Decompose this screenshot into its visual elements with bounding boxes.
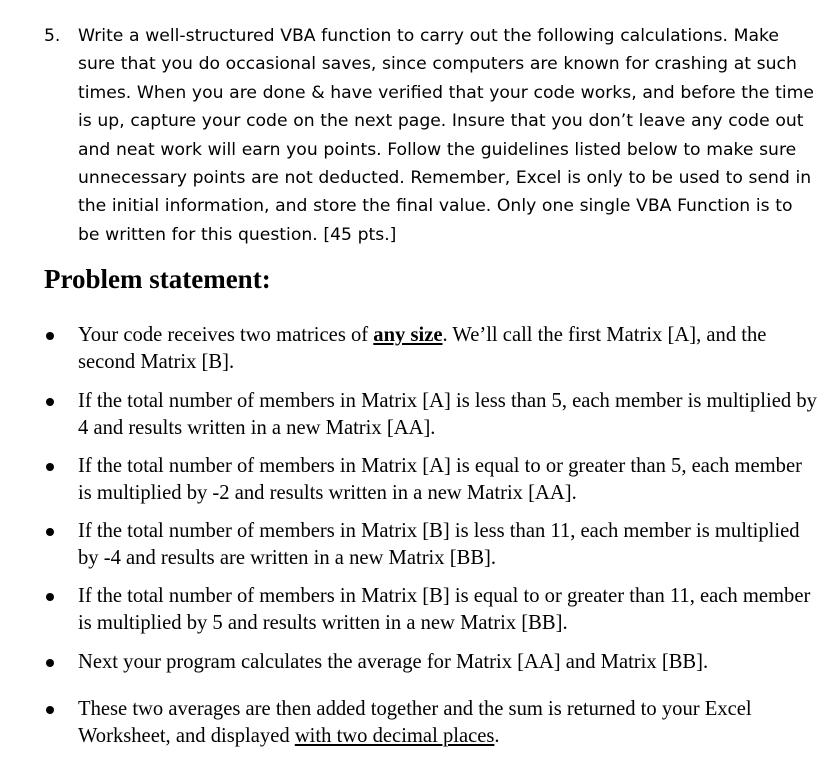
bullet-text-pre: Your code receives two matrices of <box>78 324 374 346</box>
bullet-text: If the total number of members in Matrix [B] is equal to or greater than 11, each member is multiplied by 5 and results written in a new Matrix [BB]. <box>78 585 811 634</box>
bullet-underlined-text: with two decimal places <box>294 725 495 747</box>
bullet-text: If the total number of members in Matrix [A] is equal to or greater than 5, each member is multiplied by -2 and results written in a new Matrix [AA]. <box>78 455 802 504</box>
bullet-text-pre: These two averages are then added together and the sum is returned to your Excel Worksheet, and displayed <box>78 698 752 747</box>
question-number: 5. <box>44 26 61 46</box>
problem-statement-heading: Problem statement: <box>44 264 271 294</box>
bullet-item <box>44 322 819 376</box>
bullet-text: If the total number of members in Matrix [B] is less than 11, each member is multiplied by -4 and results are written in a new Matrix [BB]. <box>78 520 800 569</box>
bullet-icon <box>46 332 54 340</box>
bullet-icon <box>46 463 54 471</box>
bullet-icon <box>46 593 54 601</box>
bullet-icon <box>46 528 54 536</box>
bullet-item <box>44 453 819 507</box>
bullet-text: If the total number of members in Matrix [A] is less than 5, each member is multiplied by 4 and results written in a new Matrix [AA]. <box>78 390 817 439</box>
bullet-icon <box>46 398 54 406</box>
bullet-text-post: . <box>494 725 500 747</box>
bullet-emphasis: any size <box>373 324 443 346</box>
bullet-item <box>44 518 819 572</box>
problem-bullet-list <box>44 322 819 750</box>
bullet-item <box>44 696 819 750</box>
bullet-item <box>44 583 819 637</box>
bullet-text-post: . We’ll call the first Matrix [A], and the second Matrix [B]. <box>78 324 767 373</box>
bullet-item <box>44 388 819 442</box>
question-block <box>44 22 814 249</box>
bullet-icon <box>46 706 54 714</box>
bullet-icon <box>46 659 54 667</box>
question-text: Write a well-structured VBA function to carry out the following calculations. Make sure that you do occasional saves, since computers are known for crashing at such times. When you are done & have verified that your code works, and before the time is up, capture your code on the next page. Insure that you don’t leave any code out and neat work will earn you points. Follow the guidelines listed below to make sure unnecessary points are not deducted. Remember, Excel is only to be used to send in the initial information, and store the final value. Only one single VBA Function is to be written for this question. [45 pts.] <box>78 26 814 245</box>
bullet-text: Next your program calculates the average for Matrix [AA] and Matrix [BB]. <box>78 651 709 673</box>
bullet-item <box>44 649 819 676</box>
